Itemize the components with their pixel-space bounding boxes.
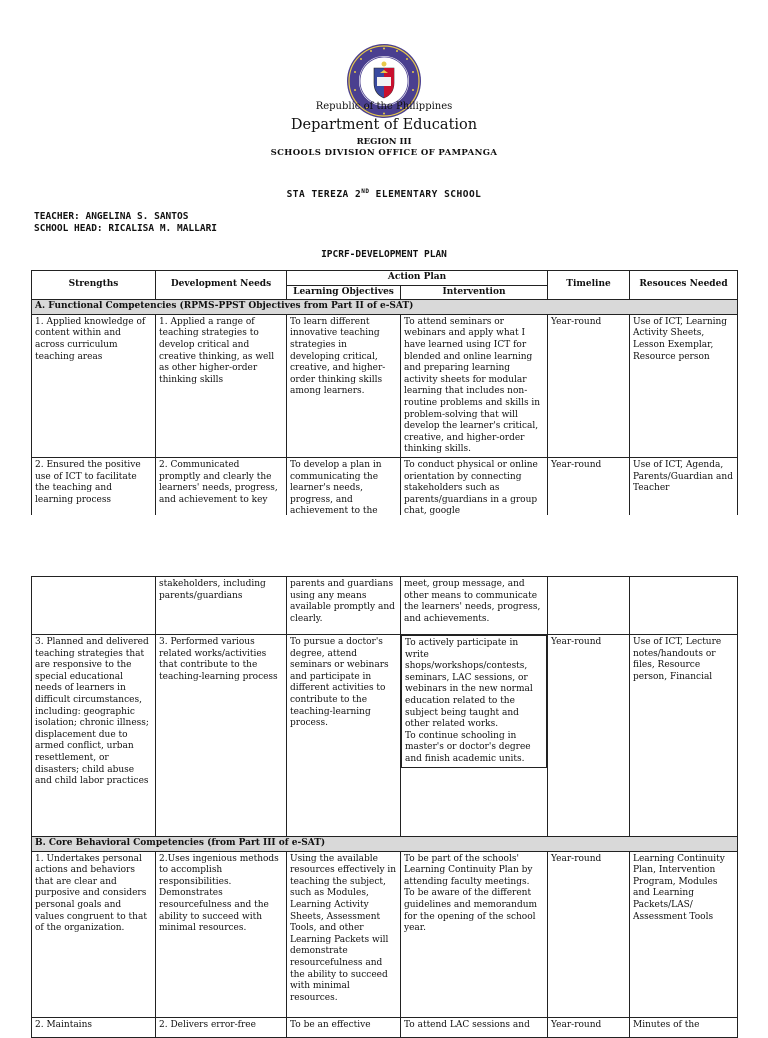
section-functional-competencies: A. Functional Competencies (RPMS-PPST Objectives from Part II of e-SAT) <box>32 300 738 315</box>
cell-strength <box>32 577 156 635</box>
cell-development-need: 3. Performed various related works/activities that contribute to the teaching-learning process <box>156 635 287 837</box>
cell-strength: 1. Undertakes personal actions and behaviors that are clear and purposive and considers personal goals and values congruent to that of the organization. <box>32 851 156 1017</box>
division-line: SCHOOLS DIVISION OFFICE OF PAMPANGA <box>270 148 498 158</box>
document-page-1 <box>0 0 768 515</box>
header-development-needs: Development Needs <box>156 271 287 300</box>
cell-learning-objective: To develop a plan in communicating the learner's needs, progress, and achievement to the <box>287 457 401 515</box>
cell-strength: 2. Maintains <box>32 1017 156 1037</box>
cell-development-need: 2. Delivers error-free <box>156 1017 287 1037</box>
cell-strength: 2. Ensured the positive use of ICT to facilitate the teaching and learning process <box>32 457 156 515</box>
table-row <box>32 457 738 515</box>
table-row <box>32 851 738 1017</box>
header-learning-objectives: Learning Objectives <box>287 285 401 300</box>
cell-development-need: 2. Communicated promptly and clearly the learners' needs, progress, and achievement to key <box>156 457 287 515</box>
school-name: STA TEREZA 2ND ELEMENTARY SCHOOL <box>286 188 482 201</box>
header-timeline: Timeline <box>548 271 630 300</box>
cell-resources: Use of ICT, Lecture notes/handouts or files, Resource person, Financial <box>630 635 738 837</box>
cell-timeline: Year-round <box>548 851 630 1017</box>
table-row <box>32 577 738 635</box>
cell-learning-objective: To be an effective <box>287 1017 401 1037</box>
cell-timeline: Year-round <box>548 635 630 837</box>
region-line: REGION III <box>356 137 412 147</box>
development-plan-table-continued <box>31 576 738 1038</box>
cell-resources: Learning Continuity Plan, Intervention Program, Modules and Learning Packets/LAS/ Assessment Tools <box>630 851 738 1017</box>
cell-resources: Minutes of the <box>630 1017 738 1037</box>
cell-timeline: Year-round <box>548 1017 630 1037</box>
cell-learning-objective: To pursue a doctor's degree, attend seminars or webinars and participate in different activities to contribute to the teaching-learning process. <box>287 635 401 837</box>
cell-development-need: stakeholders, including parents/guardians <box>156 577 287 635</box>
section-core-behavioral-competencies: B. Core Behavioral Competencies (from Part III of e-SAT) <box>32 837 738 852</box>
cell-strength: 3. Planned and delivered teaching strategies that are responsive to the special educational needs of learners in difficult circumstances, including: geographic isolation; chronic illness; displacement due to armed conflict, urban resettlement, or disasters; child abuse and child labor practices <box>32 635 156 837</box>
teacher-line: TEACHER: ANGELINA S. SANTOS <box>34 211 189 222</box>
table-row <box>32 314 738 457</box>
header-action-plan: Action Plan <box>287 271 548 286</box>
cell-intervention: To attend seminars or webinars and apply what I have learned using ICT for blended and online learning and preparing learning activity sheets for modular learning that includes non-routine problems and skills in problem-solving that will develop the learner's critical, creative, and higher-order thinking skills. <box>401 314 548 457</box>
cell-resources <box>630 577 738 635</box>
table-row <box>32 635 738 837</box>
table-row <box>32 1017 738 1037</box>
cell-timeline <box>548 577 630 635</box>
cell-timeline: Year-round <box>548 457 630 515</box>
cell-resources: Use of ICT, Learning Activity Sheets, Lesson Exemplar, Resource person <box>630 314 738 457</box>
cell-learning-objective: Using the available resources effectively in teaching the subject, such as Modules, Learning Activity Sheets, Assessment Tools, and other Learning Packets will demonstrate resourcefulness and the ability to succeed with minimal resources. <box>287 851 401 1017</box>
cell-intervention: To be part of the schools' Learning Continuity Plan by attending faculty meetings. To be aware of the different guidelines and memorandum for the opening of the school year. <box>401 851 548 1017</box>
cell-strength: 1. Applied knowledge of content within and across curriculum teaching areas <box>32 314 156 457</box>
plan-title: IPCRF-DEVELOPMENT PLAN <box>321 249 447 260</box>
cell-development-need: 2.Uses ingenious methods to accomplish responsibilities. Demonstrates resourcefulness and the ability to succeed with minimal resources. <box>156 851 287 1017</box>
republic-line: Republic of the Philippines <box>315 101 453 112</box>
cell-intervention: To actively participate in write shops/workshops/contests, seminars, LAC sessions, or webinars in the new normal education related to the subject being taught and other related works. To continue schooling in master's or doctor's degree and finish academic units. <box>401 635 547 768</box>
cell-learning-objective: To learn different innovative teaching strategies in developing critical, creative, and higher-order thinking skills among learners. <box>287 314 401 457</box>
cell-development-need: 1. Applied a range of teaching strategies to develop critical and creative thinking, as well as other higher-order thinking skills <box>156 314 287 457</box>
header-resources: Resouces Needed <box>630 271 738 300</box>
cell-intervention: To conduct physical or online orientation by connecting stakeholders such as parents/guardians in a group chat, google <box>401 457 548 515</box>
cell-learning-objective: parents and guardians using any means available promptly and clearly. <box>287 577 401 635</box>
cell-intervention: meet, group message, and other means to communicate the learners' needs, progress, and achievements. <box>401 577 548 635</box>
school-head-line: SCHOOL HEAD: RICALISA M. MALLARI <box>34 223 218 234</box>
header-strengths: Strengths <box>32 271 156 300</box>
header-intervention: Intervention <box>401 285 548 300</box>
cell-intervention: To attend LAC sessions and <box>401 1017 548 1037</box>
development-plan-table <box>31 270 738 515</box>
department-title: Department of Education <box>290 117 478 133</box>
cell-timeline: Year-round <box>548 314 630 457</box>
cell-resources: Use of ICT, Agenda, Parents/Guardian and Teacher <box>630 457 738 515</box>
